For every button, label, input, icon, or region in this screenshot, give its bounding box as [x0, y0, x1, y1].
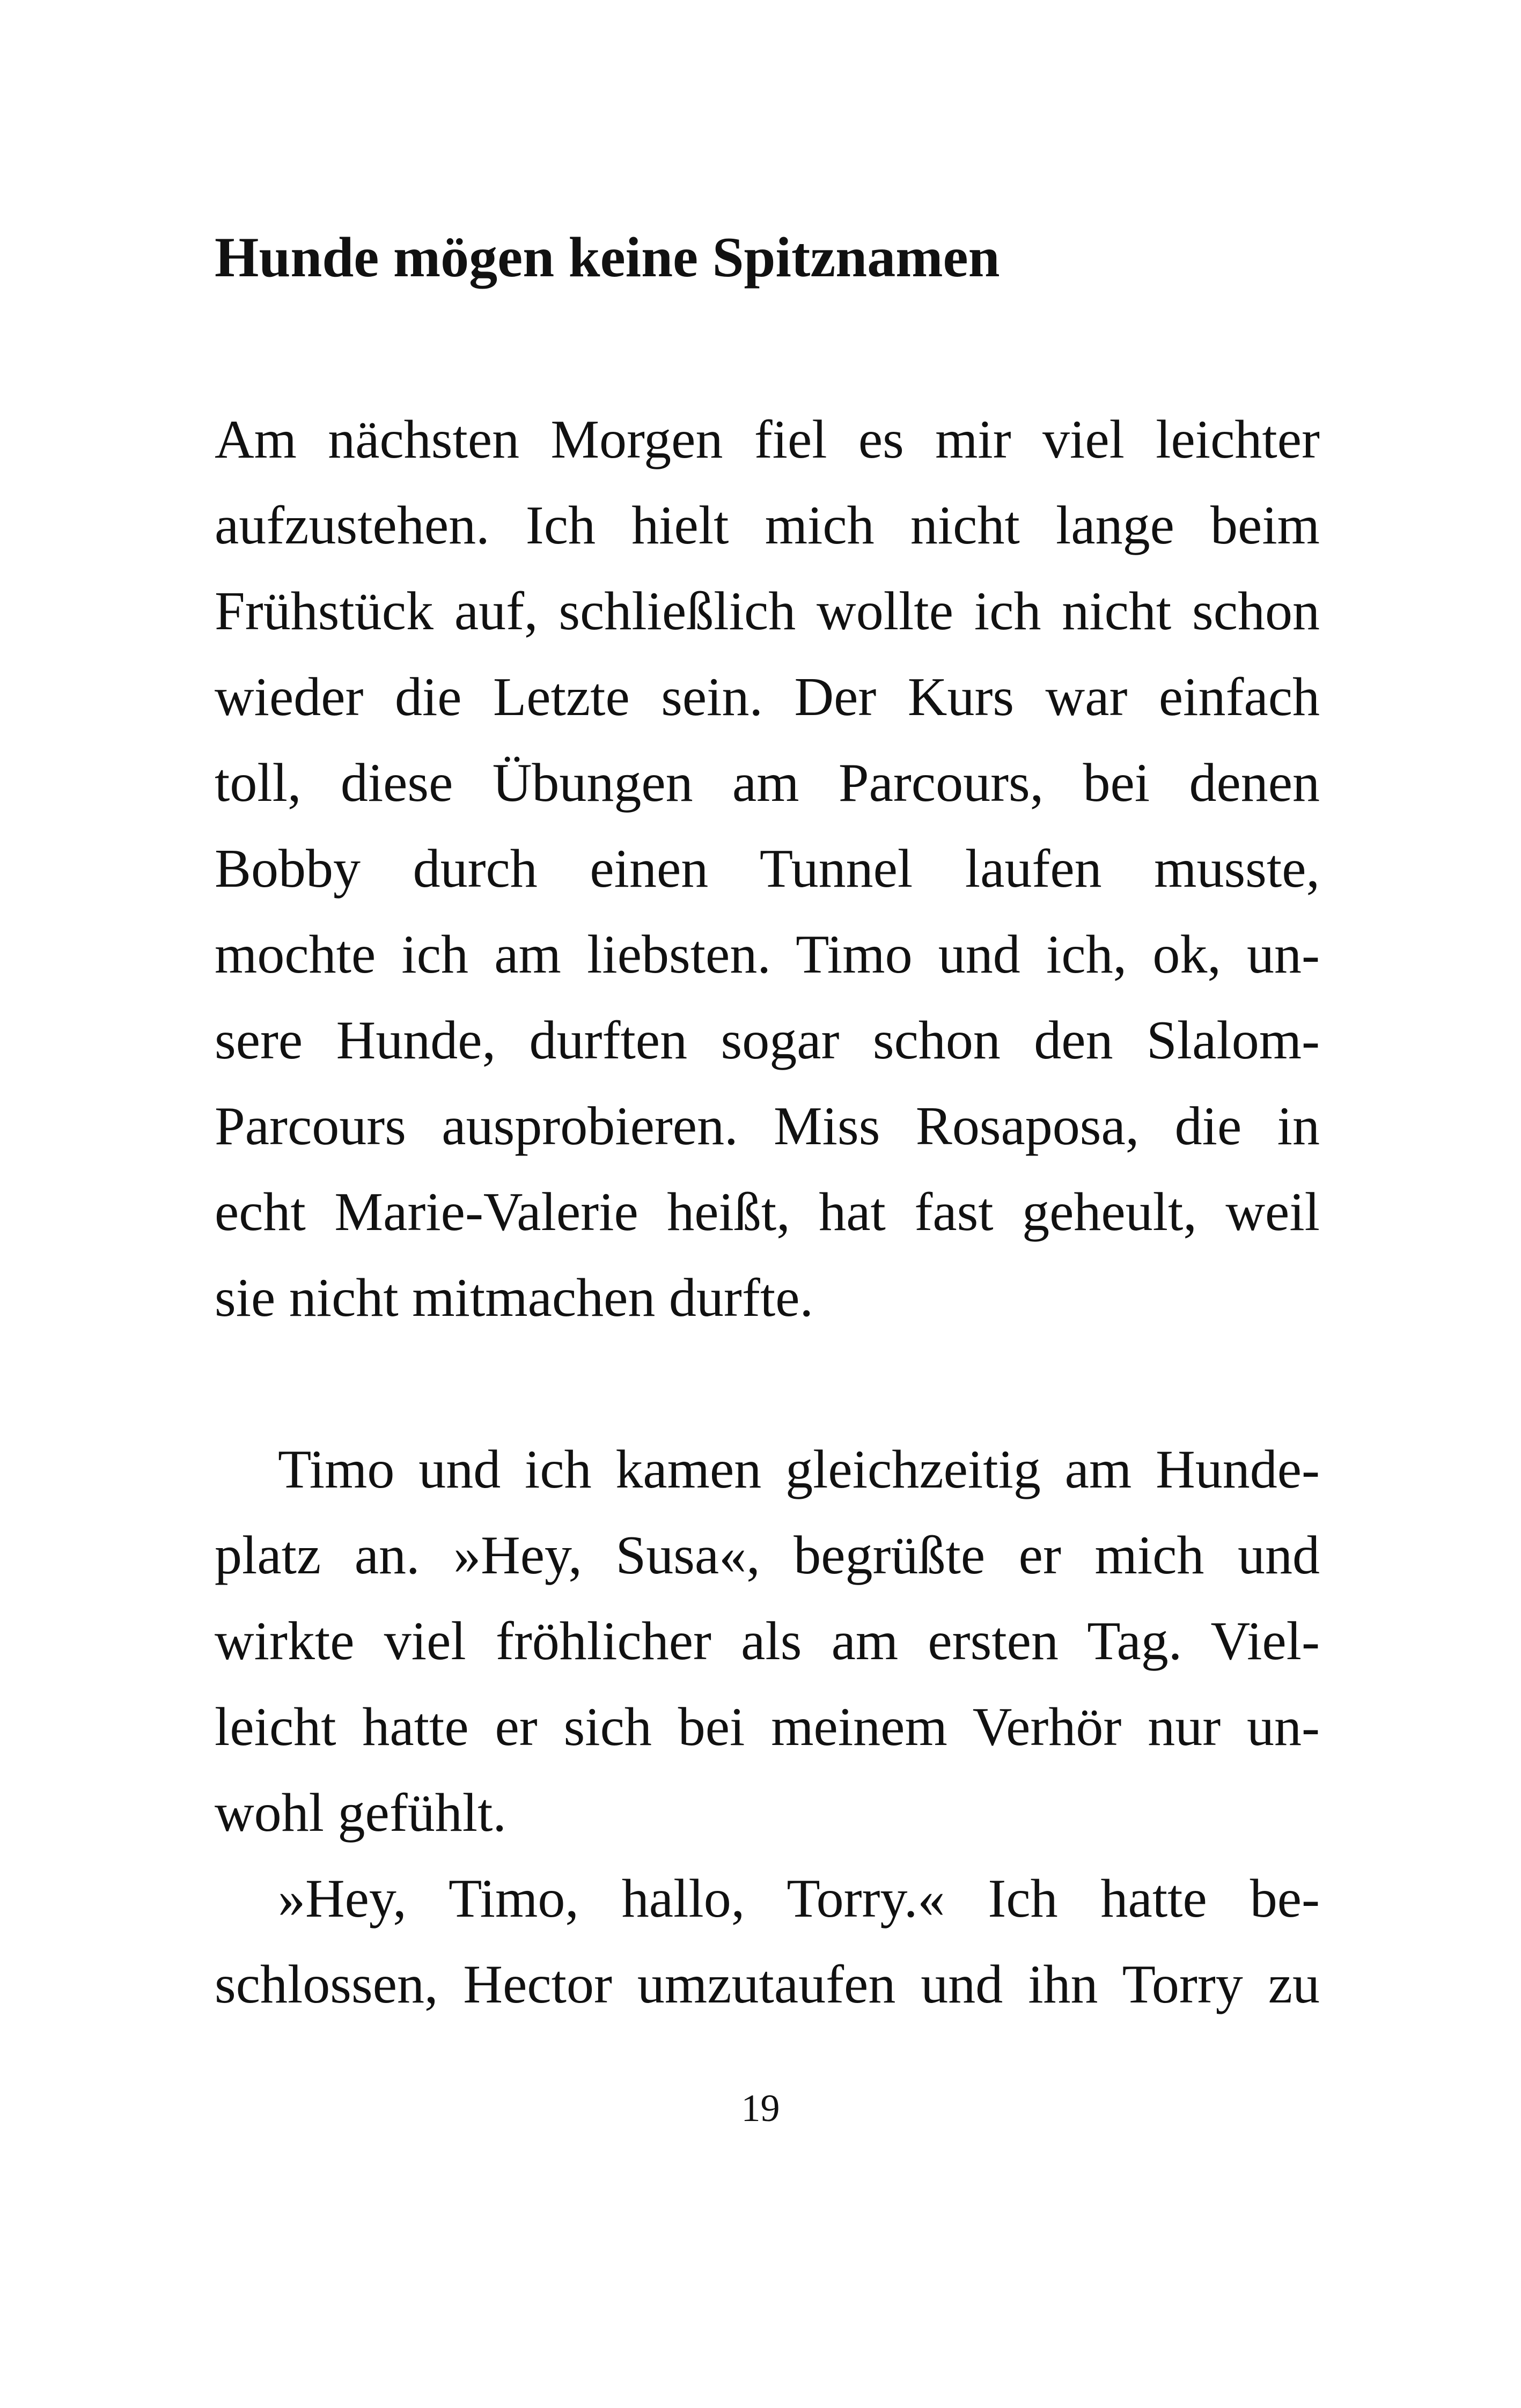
text-line: wirkte viel fröhlicher als am ersten Tag. Viel- — [215, 1611, 1320, 1671]
text-line: schlossen, Hector umzutaufen und ihn Torry zu — [215, 1954, 1320, 2015]
text-line: Frühstück auf, schließlich wollte ich nicht schon — [215, 581, 1320, 642]
text-line: leicht hatte er sich bei meinem Verhör nur un- — [215, 1697, 1320, 1757]
text-line: Timo und ich kamen gleichzeitig am Hunde- — [278, 1439, 1320, 1500]
text-line: mochte ich am liebsten. Timo und ich, ok, un- — [215, 924, 1320, 985]
text-line: Am nächsten Morgen fiel es mir viel leichter — [215, 409, 1320, 470]
text-line: echt Marie-Valerie heißt, hat fast geheult, weil — [215, 1182, 1320, 1242]
text-line: sere Hunde, durften sogar schon den Slalom- — [215, 1010, 1320, 1071]
paragraph-2 — [215, 1427, 1320, 1856]
text-line: »Hey, Timo, hallo, Torry.« Ich hatte be- — [278, 1868, 1320, 1929]
paragraph-1 — [215, 397, 1320, 1341]
text-line: toll, diese Übungen am Parcours, bei denen — [215, 753, 1320, 813]
text-line: sie nicht mitmachen durfte. — [215, 1268, 813, 1328]
paragraph-3 — [215, 1856, 1320, 2028]
text-line: wohl gefühlt. — [215, 1783, 506, 1843]
text-line: platz an. »Hey, Susa«, begrüßte er mich und — [215, 1525, 1320, 1586]
page-number: 19 — [741, 2087, 780, 2130]
text-line: aufzustehen. Ich hielt mich nicht lange beim — [215, 495, 1320, 556]
text-line: Bobby durch einen Tunnel laufen musste, — [215, 838, 1320, 899]
text-line: Parcours ausprobieren. Miss Rosaposa, die in — [215, 1096, 1320, 1157]
chapter-title: Hunde mögen keine Spitznamen — [215, 226, 1000, 289]
text-line: wieder die Letzte sein. Der Kurs war einfach — [215, 667, 1320, 727]
